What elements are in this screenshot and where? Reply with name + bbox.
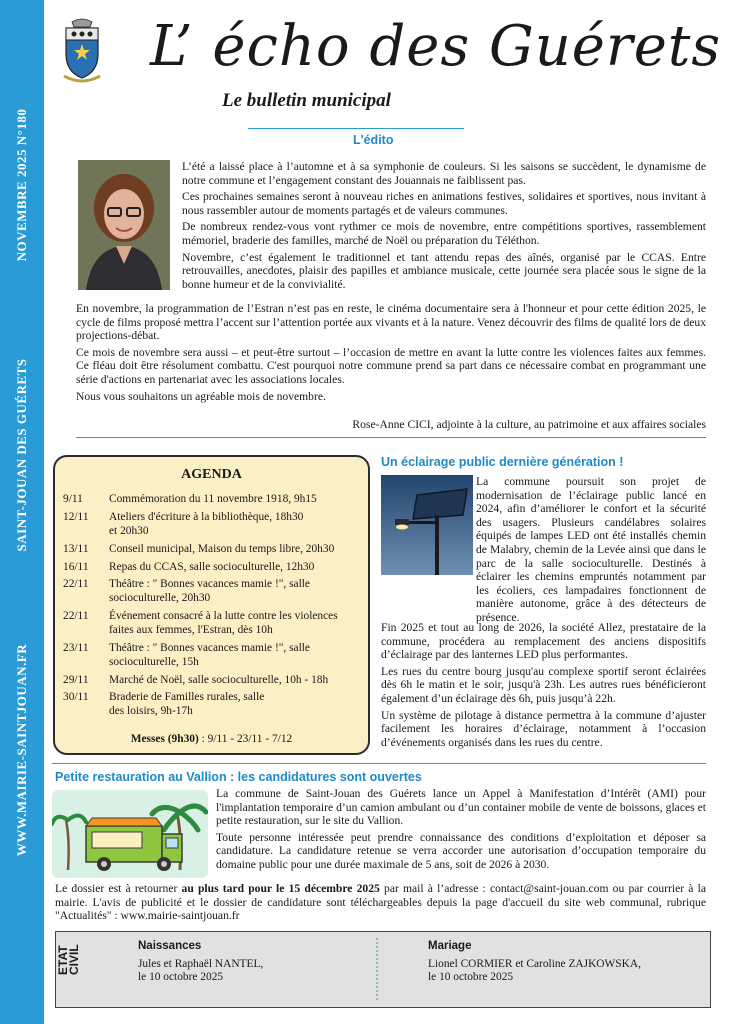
resto-paragraph: Toute personne intéressée peut prendre connaissance des conditions d’exploitation et déposer sa candidature. La candidature retenue se verra accorder une autorisation d’occupation temporaire du domaine public pour une durée maximale de 5 ans, soit de 2026 à 2030. [216, 830, 706, 871]
etat-label-top: ETAT [56, 945, 70, 975]
street-lamp-photo [381, 475, 473, 575]
town-crest-logo [60, 18, 104, 84]
eclairage-paragraph: La commune poursuit son projet de modernisation de l’éclairage public lancé en 2024, afin d’améliorer le confort et la sécurité des usagers. Plusieurs candélabres solaires équipés de lampes LED ont été installés chemin de Malabry, chemin de la Levée ainsi que dans le parc de la salle socioculturelle. Destinés à éclairer les chemins empruntés notamment par les écoliers, ces lampadaires fonctionnent de manière autonome, grâce à des détecteurs de présence. [476, 475, 706, 624]
naissances-column [138, 940, 263, 985]
agenda-date: 13/11 [63, 543, 89, 555]
town-label: SAINT-JOUAN DES GUÉRETS [14, 358, 29, 552]
edito-paragraph: L’été a laissé place à l’automne et à sa symphonie de couleurs. Si les saisons se succèdent, le dynamisme de notre commune et l’engagement constant des Jouannais ne faiblissent pas. [182, 160, 706, 187]
naissances-names: Jules et Raphaël NANTEL, [138, 957, 264, 970]
agenda-box [53, 455, 370, 755]
mariage-column [428, 940, 641, 985]
resto-heading: Petite restauration au Vallion : les candidatures sont ouvertes [55, 770, 422, 784]
website-label: WWW.MAIRIE-SAINTJOUAN.FR [14, 643, 29, 857]
agenda-text: Conseil municipal, Maison du temps libre, 20h30 [109, 543, 335, 555]
agenda-date: 9/11 [63, 493, 83, 505]
etat-civil-box [55, 931, 711, 1008]
agenda-text: Braderie de Familles rurales, salle des loisirs, 9h-17h [109, 691, 265, 717]
edito-paragraph: Ce mois de novembre sera aussi – et peut-être surtout – l’occasion de mettre en avant la lutte contre les violences faites aux femmes. Ce fléau doit être résolument combattu. C'est pourquoi notre commune prend sa part dans ce nécessaire combat en programmant une série d'actions en partenariat avec les associations locales. [76, 345, 706, 386]
eclairage-intro [476, 475, 706, 625]
agenda-text: Commémoration du 11 novembre 1918, 9h15 [109, 493, 317, 505]
agenda-text: Théâtre : " Bonnes vacances mamie !", salle socioculturelle, 15h [109, 642, 310, 668]
resto-paragraph: La commune de Saint-Jouan des Guérets lance un Appel à Manifestation d’Intérêt (AMI) pour l'implantation temporaire d’un camion ambulant ou d’un container mobile de vente de boissons, glaces et petite restauration, sur le site du Vallion. [216, 787, 706, 828]
agenda-text: Ateliers d'écriture à la bibliothèque, 18h30 et 20h30 [109, 511, 304, 537]
edito-paragraph: Novembre, c’est également le traditionnel et tant attendu repas des aînés, organisé par le CCAS. Entre retrouvailles, anecdotes, plaisir des papilles et ambiance musicale, cette journée sera placée sous le signe de la bonne humeur et de la convivialité. [182, 250, 706, 291]
agenda-text: Marché de Noël, salle socioculturelle, 10h - 18h [109, 674, 329, 686]
resto-text [216, 787, 706, 875]
agenda-date: 29/11 [63, 674, 89, 686]
edito-rule [248, 128, 464, 129]
etat-civil-label [56, 944, 81, 975]
masses-dates: : 9/11 - 23/11 - 7/12 [198, 733, 293, 745]
newsletter-title: L’ écho des Guérets [150, 14, 722, 79]
edito-bottom-rule [76, 437, 706, 438]
edito-paragraph: Ces prochaines semaines seront à nouveau riches en animations festives, solidaires et sportives, nous invitant à nous rassembler autour de moments partagés et de valeurs communes. [182, 190, 706, 217]
edito-paragraph: De nombreux rendez-vous vont rythmer ce mois de novembre, entre compétitions sportives, rassemblement mémoriel, braderie des familles, marché de Noël ou préparation du Téléthon. [182, 220, 706, 247]
issue-label: NOVEMBRE 2025 N°180 [14, 108, 29, 262]
food-truck-illustration [52, 790, 208, 878]
edito-signature: Rose-Anne CICI, adjointe à la culture, au patrimoine et aux affaires sociales [352, 418, 706, 431]
agenda-date: 23/11 [63, 642, 89, 654]
resto-deadline-text [55, 882, 706, 923]
agenda-date: 16/11 [63, 561, 89, 573]
eclairage-body [381, 621, 706, 752]
eclairage-paragraph: Les rues du centre bourg jusqu'au complexe sportif seront éclairées dès 6h le matin et le soir, jusqu'à 23h. Les autres rues bénéficieront également d’un éclairage dès 6h, puis jusqu’à 22h. [381, 664, 706, 705]
contact-email-link[interactable]: contact@saint-jouan.com [489, 882, 609, 895]
agenda-date: 30/11 [63, 691, 89, 703]
author-photo [78, 160, 170, 290]
agenda-text: Théâtre : " Bonnes vacances mamie !", salle socioculturelle, 20h30 [109, 578, 310, 604]
agenda-date: 12/11 [63, 511, 89, 523]
resto-deadline-date: au plus tard pour le 15 décembre 2025 [181, 882, 380, 895]
edito-heading: L'édito [353, 133, 394, 147]
naissances-title: Naissances [138, 940, 202, 952]
edito-paragraph: Nous vous souhaitons un agréable mois de novembre. [76, 389, 326, 403]
edito-bottom-text [76, 302, 706, 406]
edito-paragraph: En novembre, la programmation de l’Estran n’est pas en reste, le cinéma documentaire sera à l'honneur et pour cette édition 2025, le cycle de films proposé mettra l’accent sur l’attention portée aux vivants et à la nature. Venez découvrir des films de qualité lors de deux projections-débat. [76, 302, 706, 343]
mariage-title: Mariage [428, 940, 472, 952]
agenda-date: 22/11 [63, 578, 89, 590]
eclairage-heading: Un éclairage public dernière génération ! [381, 455, 624, 469]
resto-rule [52, 763, 706, 764]
masses-label: Messes (9h30) [130, 733, 199, 745]
eclairage-paragraph: Fin 2025 et tout au long de 2026, la société Allez, prestataire de la commune, procédera au remplacement des anciens dispositifs d’éclairage par des lanternes LED plus performantes. [381, 621, 706, 662]
etat-label-bottom: CIVIL [67, 944, 81, 975]
resto-deadline-start: Le dossier est à retourner [55, 882, 182, 895]
mariage-date: le 10 octobre 2025 [428, 971, 514, 983]
eclairage-paragraph: Un système de pilotage à distance permettra à la commune d’ajuster facilement les horaires d’éclairage, notamment à l’occasion d’événements organisés dans les rues du centre. [381, 708, 706, 749]
agenda-date: 22/11 [63, 610, 89, 622]
edito-top-text [182, 160, 706, 294]
agenda-text: Repas du CCAS, salle socioculturelle, 12h30 [109, 561, 315, 573]
naissances-date: le 10 octobre 2025 [138, 971, 224, 983]
agenda-title: AGENDA [181, 467, 242, 482]
agenda-text: Événement consacré à la lutte contre les violences faites aux femmes, l'Estran, dès 10h [109, 610, 338, 636]
masses-line [55, 733, 368, 745]
resto-deadline-end: ou par courrier à la mairie. L'avis de publicité et le dossier de candidature sont téléchargeables depuis la page d'accueil du site web communal, rubrique "Actualités" : www.mairie-saintjouan.fr [55, 882, 707, 923]
etat-divider [376, 938, 378, 1000]
eclairage-spacer [381, 473, 706, 474]
resto-deadline-mid: par mail à l’adresse : [379, 882, 490, 895]
newsletter-subtitle: Le bulletin municipal [222, 90, 391, 111]
side-banner [0, 0, 44, 1024]
mariage-names: Lionel CORMIER et Caroline ZAJKOWSKA, [428, 957, 641, 970]
